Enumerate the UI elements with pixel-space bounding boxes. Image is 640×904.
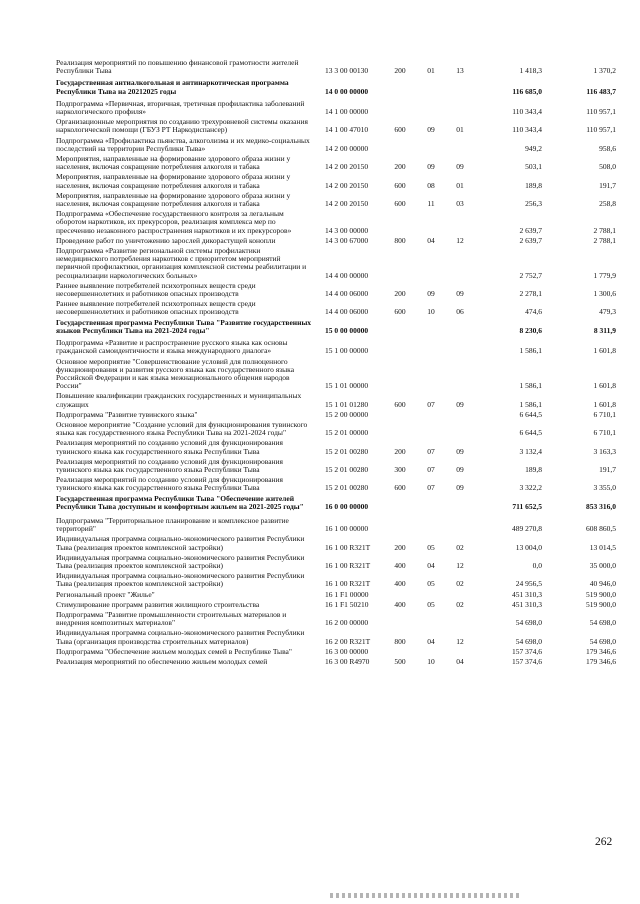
amount-year-2: 2 788,1 [593, 225, 616, 235]
amount-year-1: 1 586,1 [519, 399, 542, 409]
table-row [56, 611, 616, 627]
table-row [56, 554, 616, 570]
expense-type-code: 600 [394, 199, 406, 209]
table-row [56, 535, 616, 551]
target-article-code: 15 1 00 00000 [325, 346, 369, 356]
table-row [56, 173, 616, 189]
table-row [56, 392, 616, 408]
target-article-code: 13 3 00 00130 [325, 66, 369, 76]
row-name: Государственная программа Республики Тыва "Развитие государственных языков Республики Тыва на 2021-2024 годы" [56, 317, 312, 335]
section-code: 09 [427, 289, 435, 299]
table-row [56, 458, 616, 474]
amount-year-2: 116 483,7 [586, 86, 616, 96]
expense-type-code: 800 [394, 235, 406, 245]
row-name: Реализация мероприятий по созданию условий для функционирования тувинского языка как государственного языка Республики Тыва [56, 475, 283, 493]
subsection-code: 12 [456, 636, 464, 646]
table-row [56, 591, 616, 599]
subsection-code: 03 [456, 199, 464, 209]
amount-year-2: 258,8 [599, 199, 616, 209]
amount-year-2: 1 300,6 [593, 289, 616, 299]
expense-type-code: 500 [394, 657, 406, 666]
amount-year-1: 13 004,0 [515, 542, 542, 552]
subsection-code: 09 [456, 446, 464, 456]
amount-year-2: 54 698,0 [589, 636, 616, 646]
amount-year-2: 958,6 [599, 143, 616, 153]
subsection-code: 09 [456, 289, 464, 299]
table-row [56, 118, 616, 134]
subsection-code: 02 [456, 579, 464, 589]
section-code: 07 [427, 464, 435, 474]
row-name: Мероприятия, направленные на формирование здорового образа жизни у населения, включая сокращение потребления алкоголя и табака [56, 190, 291, 209]
amount-year-2: 519 900,0 [586, 599, 616, 609]
amount-year-2: 6 710,1 [593, 409, 616, 419]
subsection-code: 09 [456, 162, 464, 172]
target-article-code: 16 3 00 00000 [325, 646, 369, 656]
amount-year-2: 179 346,6 [586, 657, 616, 666]
target-article-code: 14 4 00 00000 [325, 270, 369, 280]
row-name: Мероприятия, направленные на формирование здорового образа жизни у населения, включая сокращение потребления алкоголя и табака [56, 172, 291, 190]
target-article-code: 16 2 00 00000 [325, 618, 369, 628]
expense-type-code: 400 [394, 560, 406, 570]
section-code: 04 [427, 560, 435, 570]
amount-year-1: 110 343,4 [512, 125, 542, 135]
row-name: Реализация мероприятий по созданию условий для функционирования тувинского языка как государственного языка Республики Тыва [56, 438, 283, 456]
target-article-code: 15 1 01 00000 [325, 381, 369, 391]
target-article-code: 14 2 00 20150 [325, 199, 369, 209]
row-name: Стимулирование программ развития жилищного строительства [56, 599, 260, 609]
target-article-code: 14 2 00 00000 [325, 143, 369, 153]
amount-year-2: 110 957,1 [586, 107, 616, 117]
section-code: 10 [427, 657, 435, 666]
amount-year-1: 3 132,4 [519, 446, 542, 456]
subsection-code: 06 [456, 307, 464, 317]
amount-year-1: 2 278,1 [519, 289, 542, 299]
subsection-code: 09 [456, 483, 464, 493]
amount-year-1: 1 586,1 [519, 381, 542, 391]
amount-year-1: 189,8 [525, 180, 542, 190]
section-code: 01 [427, 66, 435, 76]
table-row [56, 100, 616, 116]
expense-type-code: 600 [394, 125, 406, 135]
expense-type-code: 200 [394, 66, 406, 76]
expense-type-code: 200 [394, 446, 406, 456]
target-article-code: 16 1 00 R321T [325, 579, 371, 589]
section-code: 04 [427, 235, 435, 245]
row-name: Подпрограмма "Развитие тувинского языка" [56, 409, 198, 419]
row-name: Реализация мероприятий по созданию условий для функционирования тувинского языка как государственного языка Республики Тыва [56, 456, 283, 474]
amount-year-1: 503,1 [525, 162, 542, 172]
amount-year-2: 191,7 [599, 464, 616, 474]
amount-year-2: 2 788,1 [593, 235, 616, 245]
section-code: 07 [427, 446, 435, 456]
budget-table [56, 57, 616, 666]
row-name: Подпрограмма «Профилактика пьянства, алкоголизма и их медико-социальных последствий на территории Республики Тыва» [56, 135, 310, 153]
subsection-code: 01 [456, 125, 464, 135]
subsection-code: 09 [456, 464, 464, 474]
table-row [56, 155, 616, 171]
target-article-code: 15 0 00 00000 [325, 325, 369, 335]
subsection-code: 13 [456, 66, 464, 76]
row-name: Региональный проект "Жилье" [56, 589, 155, 599]
table-row [56, 79, 616, 95]
amount-year-2: 110 957,1 [586, 125, 616, 135]
amount-year-1: 711 652,5 [512, 501, 542, 511]
target-article-code: 14 4 00 06000 [325, 307, 369, 317]
amount-year-2: 3 355,0 [593, 483, 616, 493]
table-row [56, 495, 616, 511]
amount-year-1: 2 639,7 [519, 235, 542, 245]
row-name: Повышение квалификации гражданских государственных и муниципальных служащих [56, 391, 302, 409]
row-name: Мероприятия, направленные на формирование здорового образа жизни у населения, включая сокращение потребления алкоголя и табака [56, 154, 291, 172]
subsection-code: 09 [456, 399, 464, 409]
amount-year-1: 1 586,1 [519, 346, 542, 356]
table-row [56, 411, 616, 419]
section-code: 05 [427, 599, 435, 609]
row-name: Подпрограмма «Развитие региональной системы профилактики немедицинского потребления наркотиков с приоритетом мероприятий первичной профилактики, организация комплексной системы реабилитации и ресоциализации наркологических больных» [56, 246, 307, 280]
target-article-code: 16 3 00 R4970 [325, 657, 370, 666]
row-name: Подпрограмма «Развитие и распространение русского языка как основы гражданской самоидентичности и языка международного диалога» [56, 338, 288, 356]
table-row [56, 629, 616, 645]
target-article-code: 14 2 00 20150 [325, 162, 369, 172]
amount-year-1: 474,6 [525, 307, 542, 317]
amount-year-1: 189,8 [525, 464, 542, 474]
table-row [56, 421, 616, 437]
expense-type-code: 400 [394, 599, 406, 609]
expense-type-code: 600 [394, 307, 406, 317]
amount-year-1: 157 374,6 [512, 657, 542, 666]
page-number: 262 [595, 836, 613, 848]
section-code: 05 [427, 542, 435, 552]
row-name: Индивидуальная программа социально-экономического развития Республики Тыва (реализация проектов комплексной застройки) [56, 552, 305, 570]
row-name: Подпрограмма "Развитие промышленности строительных материалов и внедрения композитных материалов" [56, 609, 287, 628]
target-article-code: 16 1 00 R321T [325, 542, 371, 552]
section-code: 04 [427, 636, 435, 646]
target-article-code: 15 1 01 01280 [325, 399, 369, 409]
section-code: 11 [427, 199, 435, 209]
target-article-code: 16 0 00 00000 [325, 501, 369, 511]
section-code: 09 [427, 125, 435, 135]
amount-year-1: 256,3 [525, 199, 542, 209]
amount-year-2: 479,3 [599, 307, 616, 317]
subsection-code: 12 [456, 560, 464, 570]
amount-year-2: 8 311,9 [593, 325, 616, 335]
subsection-code: 04 [456, 657, 464, 666]
row-name: Подпрограмма "Территориальное планирование и комплексное развитие территорий" [56, 515, 289, 534]
expense-type-code: 800 [394, 636, 406, 646]
amount-year-2: 1 779,9 [593, 270, 616, 280]
expense-type-code: 200 [394, 162, 406, 172]
target-article-code: 16 1 00 R321T [325, 560, 371, 570]
amount-year-1: 8 230,6 [519, 325, 542, 335]
table-row [56, 300, 616, 316]
table-row [56, 319, 616, 335]
amount-year-1: 949,2 [525, 143, 542, 153]
amount-year-2: 608 860,5 [586, 524, 616, 534]
expense-type-code: 600 [394, 399, 406, 409]
amount-year-2: 508,0 [599, 162, 616, 172]
table-row [56, 59, 616, 75]
target-article-code: 16 1 F1 00000 [325, 589, 369, 599]
table-row [56, 439, 616, 455]
amount-year-1: 2 639,7 [519, 225, 542, 235]
section-code: 05 [427, 579, 435, 589]
amount-year-2: 179 346,6 [586, 646, 616, 656]
amount-year-2: 6 710,1 [593, 428, 616, 438]
row-name: Подпрограмма "Обеспечение жильем молодых семей в Республике Тыва" [56, 646, 292, 656]
target-article-code: 14 3 00 67000 [325, 235, 369, 245]
amount-year-2: 1 370,2 [593, 66, 616, 76]
amount-year-1: 24 956,5 [515, 579, 542, 589]
subsection-code: 02 [456, 542, 464, 552]
section-code: 09 [427, 162, 435, 172]
row-name: Государственная антиалкогольная и антинаркотическая программа Республики Тыва на 20212025 годы [56, 78, 289, 96]
expense-type-code: 600 [394, 180, 406, 190]
target-article-code: 15 2 01 00000 [325, 428, 369, 438]
table-row [56, 658, 616, 666]
amount-year-1: 54 698,0 [515, 618, 542, 628]
table-row [56, 476, 616, 492]
amount-year-1: 54 698,0 [515, 636, 542, 646]
amount-year-1: 116 685,0 [512, 86, 542, 96]
amount-year-2: 40 946,0 [589, 579, 616, 589]
expense-type-code: 300 [394, 464, 406, 474]
row-name: Индивидуальная программа социально-экономического развития Республики Тыва (организация производства строительных материалов) [56, 628, 305, 646]
scan-artifact [330, 893, 520, 898]
amount-year-1: 1 418,3 [519, 66, 542, 76]
row-name: Проведение работ по уничтожению зарослей дикорастущей конопли [56, 235, 276, 245]
amount-year-2: 519 900,0 [586, 589, 616, 599]
target-article-code: 14 1 00 47010 [325, 125, 369, 135]
amount-year-2: 54 698,0 [589, 618, 616, 628]
target-article-code: 14 3 00 00000 [325, 225, 369, 235]
row-name: Основное мероприятие "Создание условий для функционирования тувинского языка как государственного языка Республики Тыва на 2021-2024 годы" [56, 419, 308, 438]
expense-type-code: 400 [394, 579, 406, 589]
amount-year-1: 6 644,5 [519, 428, 542, 438]
row-name: Государственная программа Республики Тыва "Обеспечение жителей Республики Тыва доступным и комфортным жильем на 2021-2025 годы" [56, 493, 304, 511]
row-name: Реализация мероприятий по обеспечению жильем молодых семей [56, 657, 268, 666]
expense-type-code: 600 [394, 483, 406, 493]
target-article-code: 16 1 00 00000 [325, 524, 369, 534]
expense-type-code: 200 [394, 289, 406, 299]
row-name: Подпрограмма «Обеспечение государственного контроля за легальным оборотом наркотиков, их прекурсоров, реализация комплекса мер по пресечению незаконного распространения наркотиков и их прекурсоров» [56, 209, 292, 235]
table-row [56, 192, 616, 208]
table-row [56, 210, 616, 235]
expense-type-code: 200 [394, 542, 406, 552]
amount-year-1: 489 270,8 [512, 524, 542, 534]
amount-year-2: 191,7 [599, 180, 616, 190]
amount-year-1: 451 310,3 [512, 599, 542, 609]
section-code: 10 [427, 307, 435, 317]
amount-year-2: 1 601,8 [593, 399, 616, 409]
row-name: Индивидуальная программа социально-экономического развития Республики Тыва (реализация проектов комплексной застройки) [56, 534, 305, 552]
amount-year-2: 1 601,8 [593, 346, 616, 356]
amount-year-2: 13 014,5 [589, 542, 616, 552]
table-row [56, 339, 616, 355]
target-article-code: 14 2 00 20150 [325, 180, 369, 190]
row-name: Раннее выявление потребителей психотропных веществ среди несовершеннолетних и работников опасных производств [56, 280, 256, 299]
amount-year-1: 451 310,3 [512, 589, 542, 599]
section-code: 07 [427, 399, 435, 409]
table-row [56, 517, 616, 533]
amount-year-2: 35 000,0 [589, 560, 616, 570]
target-article-code: 15 2 01 00280 [325, 464, 369, 474]
table-row [56, 572, 616, 588]
section-code: 08 [427, 180, 435, 190]
section-code: 07 [427, 483, 435, 493]
target-article-code: 14 1 00 00000 [325, 107, 369, 117]
row-name: Раннее выявление потребителей психотропных веществ среди несовершеннолетних и работников опасных производств [56, 299, 256, 317]
subsection-code: 12 [456, 235, 464, 245]
row-name: Организационные мероприятия по созданию трехуровневой системы оказания наркологической помощи (ГБУЗ РТ Наркодиспансер) [56, 117, 308, 135]
table-row [56, 247, 616, 280]
row-name: Индивидуальная программа социально-экономического развития Республики Тыва (реализация проектов комплексной застройки) [56, 571, 305, 589]
amount-year-1: 3 322,2 [519, 483, 542, 493]
amount-year-1: 157 374,6 [512, 646, 542, 656]
amount-year-1: 0,0 [532, 560, 542, 570]
target-article-code: 15 2 00 00000 [325, 409, 369, 419]
row-name: Реализация мероприятий по повышению финансовой грамотности жителей Республики Тыва [56, 58, 299, 76]
row-name: Основное мероприятие "Совершенствование условий для полноценного функционирования и развития русского языка как государственного языка Российской Федерации и как языка межнационального общения народов России" [56, 356, 295, 391]
subsection-code: 02 [456, 599, 464, 609]
target-article-code: 15 2 01 00280 [325, 446, 369, 456]
amount-year-1: 110 343,4 [512, 107, 542, 117]
subsection-code: 01 [456, 180, 464, 190]
table-row [56, 648, 616, 656]
table-row [56, 601, 616, 609]
row-name: Подпрограмма «Первичная, вторичная, третичная профилактика заболеваний наркологического профиля» [56, 98, 305, 117]
target-article-code: 15 2 01 00280 [325, 483, 369, 493]
table-row [56, 358, 616, 391]
amount-year-1: 6 644,5 [519, 409, 542, 419]
table-row [56, 282, 616, 298]
target-article-code: 16 2 00 R321T [325, 636, 371, 646]
target-article-code: 14 4 00 06000 [325, 289, 369, 299]
table-row [56, 237, 616, 245]
amount-year-2: 3 163,3 [593, 446, 616, 456]
amount-year-2: 853 316,0 [586, 501, 616, 511]
table-row [56, 137, 616, 153]
amount-year-2: 1 601,8 [593, 381, 616, 391]
target-article-code: 14 0 00 00000 [325, 86, 369, 96]
target-article-code: 16 1 F1 50210 [325, 599, 369, 609]
amount-year-1: 2 752,7 [519, 270, 542, 280]
